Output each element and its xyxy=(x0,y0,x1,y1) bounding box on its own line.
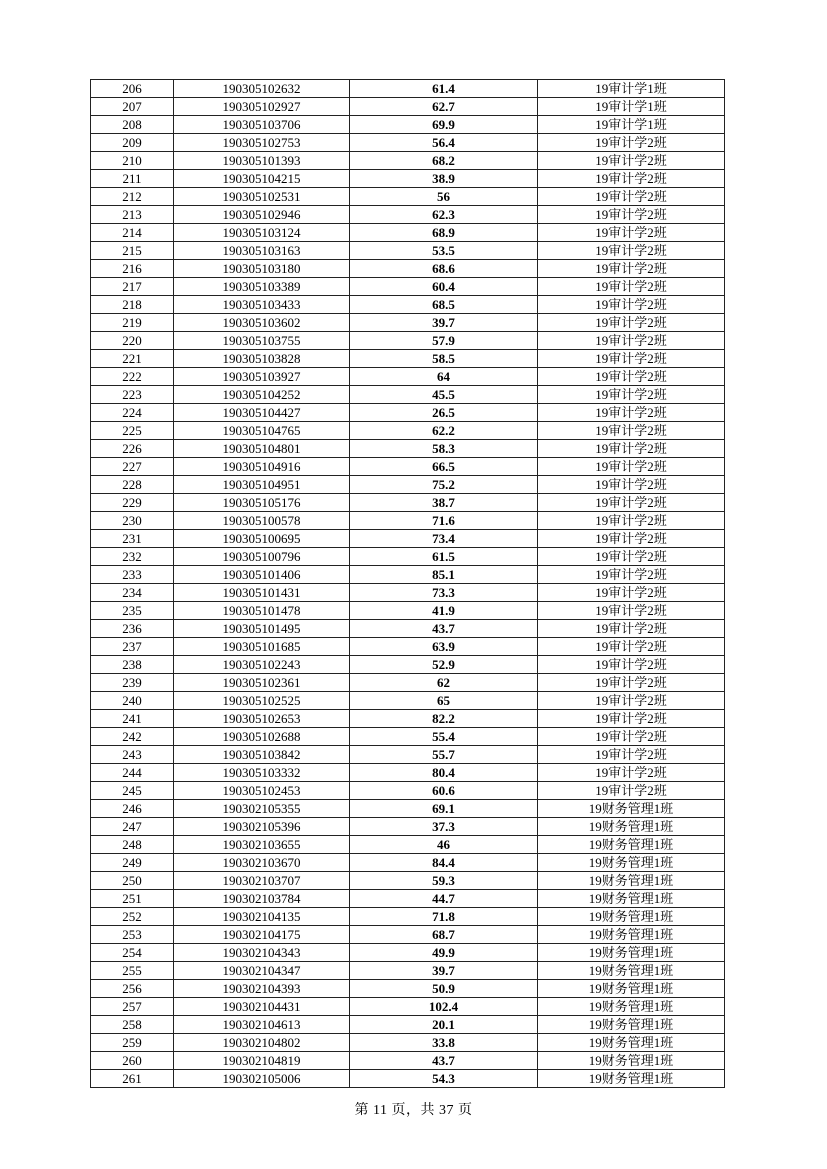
score: 73.3 xyxy=(350,584,538,602)
row-index: 251 xyxy=(91,890,174,908)
row-index: 220 xyxy=(91,332,174,350)
class-name: 19审计学2班 xyxy=(538,404,725,422)
student-id: 190305103755 xyxy=(174,332,350,350)
row-index: 257 xyxy=(91,998,174,1016)
table-row xyxy=(91,80,725,98)
student-id: 190305102531 xyxy=(174,188,350,206)
table-row xyxy=(91,926,725,944)
row-index: 260 xyxy=(91,1052,174,1070)
class-name: 19审计学2班 xyxy=(538,692,725,710)
score: 33.8 xyxy=(350,1034,538,1052)
student-id: 190302104175 xyxy=(174,926,350,944)
score: 46 xyxy=(350,836,538,854)
student-id: 190305102753 xyxy=(174,134,350,152)
class-name: 19财务管理1班 xyxy=(538,836,725,854)
score: 41.9 xyxy=(350,602,538,620)
student-id: 190302104431 xyxy=(174,998,350,1016)
row-index: 237 xyxy=(91,638,174,656)
student-id: 190305104765 xyxy=(174,422,350,440)
score: 60.4 xyxy=(350,278,538,296)
student-id: 190305103180 xyxy=(174,260,350,278)
row-index: 216 xyxy=(91,260,174,278)
table-row xyxy=(91,620,725,638)
student-id: 190305102688 xyxy=(174,728,350,746)
class-name: 19审计学2班 xyxy=(538,386,725,404)
score: 80.4 xyxy=(350,764,538,782)
class-name: 19审计学2班 xyxy=(538,188,725,206)
row-index: 207 xyxy=(91,98,174,116)
row-index: 244 xyxy=(91,764,174,782)
score: 37.3 xyxy=(350,818,538,836)
row-index: 259 xyxy=(91,1034,174,1052)
class-name: 19财务管理1班 xyxy=(538,1052,725,1070)
class-name: 19财务管理1班 xyxy=(538,818,725,836)
table-row xyxy=(91,638,725,656)
score: 68.7 xyxy=(350,926,538,944)
score: 20.1 xyxy=(350,1016,538,1034)
score: 62 xyxy=(350,674,538,692)
student-id: 190305103124 xyxy=(174,224,350,242)
class-name: 19财务管理1班 xyxy=(538,854,725,872)
table-row xyxy=(91,530,725,548)
score: 62.3 xyxy=(350,206,538,224)
table-row xyxy=(91,242,725,260)
student-id: 190305104252 xyxy=(174,386,350,404)
class-name: 19财务管理1班 xyxy=(538,998,725,1016)
score: 49.9 xyxy=(350,944,538,962)
table-row xyxy=(91,674,725,692)
student-id: 190305103842 xyxy=(174,746,350,764)
student-id: 190305102632 xyxy=(174,80,350,98)
class-name: 19审计学2班 xyxy=(538,440,725,458)
student-id: 190305103389 xyxy=(174,278,350,296)
row-index: 236 xyxy=(91,620,174,638)
student-id: 190305105176 xyxy=(174,494,350,512)
table-row xyxy=(91,872,725,890)
score: 64 xyxy=(350,368,538,386)
row-index: 227 xyxy=(91,458,174,476)
class-name: 19审计学2班 xyxy=(538,242,725,260)
row-index: 248 xyxy=(91,836,174,854)
student-id: 190305104801 xyxy=(174,440,350,458)
score: 54.3 xyxy=(350,1070,538,1088)
row-index: 213 xyxy=(91,206,174,224)
score: 39.7 xyxy=(350,314,538,332)
student-id: 190305103433 xyxy=(174,296,350,314)
table-row xyxy=(91,908,725,926)
class-name: 19审计学2班 xyxy=(538,278,725,296)
row-index: 246 xyxy=(91,800,174,818)
row-index: 254 xyxy=(91,944,174,962)
class-name: 19审计学2班 xyxy=(538,350,725,368)
table-row xyxy=(91,710,725,728)
score: 50.9 xyxy=(350,980,538,998)
class-name: 19财务管理1班 xyxy=(538,908,725,926)
score: 69.1 xyxy=(350,800,538,818)
row-index: 212 xyxy=(91,188,174,206)
student-id: 190305103332 xyxy=(174,764,350,782)
student-id: 190302105396 xyxy=(174,818,350,836)
class-name: 19财务管理1班 xyxy=(538,926,725,944)
table-row xyxy=(91,944,725,962)
row-index: 250 xyxy=(91,872,174,890)
class-name: 19审计学2班 xyxy=(538,584,725,602)
student-id: 190305104916 xyxy=(174,458,350,476)
table-row xyxy=(91,800,725,818)
table-row xyxy=(91,782,725,800)
student-id: 190302105006 xyxy=(174,1070,350,1088)
score: 102.4 xyxy=(350,998,538,1016)
class-name: 19审计学2班 xyxy=(538,134,725,152)
table-row xyxy=(91,476,725,494)
row-index: 249 xyxy=(91,854,174,872)
row-index: 226 xyxy=(91,440,174,458)
row-index: 232 xyxy=(91,548,174,566)
row-index: 219 xyxy=(91,314,174,332)
row-index: 240 xyxy=(91,692,174,710)
table-row xyxy=(91,836,725,854)
student-id: 190302103670 xyxy=(174,854,350,872)
row-index: 233 xyxy=(91,566,174,584)
student-id: 190305102525 xyxy=(174,692,350,710)
table-row xyxy=(91,188,725,206)
student-id: 190302104347 xyxy=(174,962,350,980)
table-row xyxy=(91,422,725,440)
student-id: 190305100796 xyxy=(174,548,350,566)
score: 69.9 xyxy=(350,116,538,134)
row-index: 258 xyxy=(91,1016,174,1034)
student-id: 190305101685 xyxy=(174,638,350,656)
student-id: 190302103655 xyxy=(174,836,350,854)
table-row xyxy=(91,494,725,512)
class-name: 19审计学2班 xyxy=(538,602,725,620)
table-row xyxy=(91,134,725,152)
row-index: 255 xyxy=(91,962,174,980)
row-index: 206 xyxy=(91,80,174,98)
table-row xyxy=(91,350,725,368)
table-row xyxy=(91,386,725,404)
class-name: 19审计学2班 xyxy=(538,764,725,782)
row-index: 214 xyxy=(91,224,174,242)
row-index: 235 xyxy=(91,602,174,620)
student-id: 190305102946 xyxy=(174,206,350,224)
class-name: 19审计学2班 xyxy=(538,620,725,638)
row-index: 223 xyxy=(91,386,174,404)
class-name: 19财务管理1班 xyxy=(538,962,725,980)
score: 71.8 xyxy=(350,908,538,926)
class-name: 19审计学2班 xyxy=(538,782,725,800)
student-id: 190302105355 xyxy=(174,800,350,818)
table-row xyxy=(91,1052,725,1070)
table-row xyxy=(91,728,725,746)
row-index: 247 xyxy=(91,818,174,836)
score: 65 xyxy=(350,692,538,710)
table-row xyxy=(91,656,725,674)
student-id: 190305102453 xyxy=(174,782,350,800)
score: 61.5 xyxy=(350,548,538,566)
student-id: 190305101478 xyxy=(174,602,350,620)
score: 82.2 xyxy=(350,710,538,728)
student-id: 190305102361 xyxy=(174,674,350,692)
student-id: 190305101393 xyxy=(174,152,350,170)
row-index: 241 xyxy=(91,710,174,728)
student-id: 190305101431 xyxy=(174,584,350,602)
class-name: 19审计学2班 xyxy=(538,314,725,332)
table-row xyxy=(91,116,725,134)
table-row xyxy=(91,206,725,224)
score: 85.1 xyxy=(350,566,538,584)
table-row xyxy=(91,692,725,710)
score: 75.2 xyxy=(350,476,538,494)
row-index: 221 xyxy=(91,350,174,368)
row-index: 225 xyxy=(91,422,174,440)
class-name: 19审计学2班 xyxy=(538,638,725,656)
table-row xyxy=(91,512,725,530)
score: 68.9 xyxy=(350,224,538,242)
score: 84.4 xyxy=(350,854,538,872)
table-row xyxy=(91,458,725,476)
student-id: 190302104393 xyxy=(174,980,350,998)
row-index: 229 xyxy=(91,494,174,512)
student-id: 190305104951 xyxy=(174,476,350,494)
student-id: 190305103163 xyxy=(174,242,350,260)
table-row xyxy=(91,602,725,620)
score: 68.2 xyxy=(350,152,538,170)
score: 45.5 xyxy=(350,386,538,404)
score: 44.7 xyxy=(350,890,538,908)
class-name: 19审计学2班 xyxy=(538,170,725,188)
row-index: 228 xyxy=(91,476,174,494)
score: 55.7 xyxy=(350,746,538,764)
class-name: 19审计学2班 xyxy=(538,368,725,386)
row-index: 217 xyxy=(91,278,174,296)
student-id: 190305103828 xyxy=(174,350,350,368)
table-row xyxy=(91,980,725,998)
class-name: 19审计学2班 xyxy=(538,224,725,242)
student-id: 190305104215 xyxy=(174,170,350,188)
table-row xyxy=(91,1016,725,1034)
class-name: 19审计学2班 xyxy=(538,458,725,476)
score: 38.7 xyxy=(350,494,538,512)
table-row xyxy=(91,404,725,422)
score: 53.5 xyxy=(350,242,538,260)
table-row xyxy=(91,746,725,764)
score: 55.4 xyxy=(350,728,538,746)
row-index: 252 xyxy=(91,908,174,926)
row-index: 231 xyxy=(91,530,174,548)
table-row xyxy=(91,332,725,350)
class-name: 19审计学2班 xyxy=(538,746,725,764)
student-id: 190305102927 xyxy=(174,98,350,116)
score: 52.9 xyxy=(350,656,538,674)
row-index: 211 xyxy=(91,170,174,188)
row-index: 209 xyxy=(91,134,174,152)
score: 66.5 xyxy=(350,458,538,476)
score: 59.3 xyxy=(350,872,538,890)
score: 68.5 xyxy=(350,296,538,314)
score: 58.3 xyxy=(350,440,538,458)
score: 38.9 xyxy=(350,170,538,188)
table-row xyxy=(91,260,725,278)
student-id: 190305101406 xyxy=(174,566,350,584)
row-index: 253 xyxy=(91,926,174,944)
row-index: 239 xyxy=(91,674,174,692)
table-row xyxy=(91,764,725,782)
row-index: 224 xyxy=(91,404,174,422)
row-index: 256 xyxy=(91,980,174,998)
table-row xyxy=(91,548,725,566)
score: 26.5 xyxy=(350,404,538,422)
class-name: 19审计学2班 xyxy=(538,566,725,584)
class-name: 19财务管理1班 xyxy=(538,980,725,998)
row-index: 218 xyxy=(91,296,174,314)
row-index: 243 xyxy=(91,746,174,764)
class-name: 19审计学2班 xyxy=(538,296,725,314)
table-row xyxy=(91,818,725,836)
score: 60.6 xyxy=(350,782,538,800)
class-name: 19财务管理1班 xyxy=(538,1070,725,1088)
table-row xyxy=(91,224,725,242)
student-id: 190302104135 xyxy=(174,908,350,926)
class-name: 19审计学1班 xyxy=(538,80,725,98)
student-id: 190302103784 xyxy=(174,890,350,908)
class-name: 19审计学2班 xyxy=(538,656,725,674)
student-id: 190302104343 xyxy=(174,944,350,962)
score: 61.4 xyxy=(350,80,538,98)
student-id: 190305102653 xyxy=(174,710,350,728)
page-number: 第 11 页，共 37 页 xyxy=(354,1103,473,1118)
table-row xyxy=(91,278,725,296)
class-name: 19审计学2班 xyxy=(538,530,725,548)
table-row xyxy=(91,890,725,908)
table-row xyxy=(91,1070,725,1088)
score: 62.7 xyxy=(350,98,538,116)
table-row xyxy=(91,962,725,980)
row-index: 238 xyxy=(91,656,174,674)
score: 63.9 xyxy=(350,638,538,656)
class-name: 19审计学2班 xyxy=(538,206,725,224)
score: 56.4 xyxy=(350,134,538,152)
score: 56 xyxy=(350,188,538,206)
score: 73.4 xyxy=(350,530,538,548)
score: 57.9 xyxy=(350,332,538,350)
class-name: 19审计学2班 xyxy=(538,476,725,494)
student-id: 190305103706 xyxy=(174,116,350,134)
row-index: 234 xyxy=(91,584,174,602)
class-name: 19财务管理1班 xyxy=(538,890,725,908)
row-index: 222 xyxy=(91,368,174,386)
class-name: 19财务管理1班 xyxy=(538,944,725,962)
score: 58.5 xyxy=(350,350,538,368)
score: 39.7 xyxy=(350,962,538,980)
table-row xyxy=(91,584,725,602)
student-id: 190305103927 xyxy=(174,368,350,386)
score: 71.6 xyxy=(350,512,538,530)
score: 43.7 xyxy=(350,1052,538,1070)
row-index: 245 xyxy=(91,782,174,800)
table-row xyxy=(91,440,725,458)
class-name: 19审计学2班 xyxy=(538,332,725,350)
table-row xyxy=(91,98,725,116)
class-name: 19审计学1班 xyxy=(538,98,725,116)
class-name: 19审计学2班 xyxy=(538,422,725,440)
student-id: 190302104819 xyxy=(174,1052,350,1070)
student-id: 190302104613 xyxy=(174,1016,350,1034)
row-index: 261 xyxy=(91,1070,174,1088)
class-name: 19审计学2班 xyxy=(538,260,725,278)
row-index: 242 xyxy=(91,728,174,746)
student-id: 190305101495 xyxy=(174,620,350,638)
class-name: 19审计学2班 xyxy=(538,710,725,728)
table-row xyxy=(91,314,725,332)
class-name: 19财务管理1班 xyxy=(538,1016,725,1034)
table-row xyxy=(91,152,725,170)
class-name: 19审计学2班 xyxy=(538,512,725,530)
table-row xyxy=(91,296,725,314)
student-id: 190305102243 xyxy=(174,656,350,674)
class-name: 19审计学2班 xyxy=(538,728,725,746)
class-name: 19财务管理1班 xyxy=(538,1034,725,1052)
row-index: 215 xyxy=(91,242,174,260)
student-id: 190305103602 xyxy=(174,314,350,332)
class-name: 19财务管理1班 xyxy=(538,800,725,818)
row-index: 208 xyxy=(91,116,174,134)
table-row xyxy=(91,1034,725,1052)
score-table xyxy=(90,79,725,1088)
score: 68.6 xyxy=(350,260,538,278)
class-name: 19审计学2班 xyxy=(538,152,725,170)
row-index: 230 xyxy=(91,512,174,530)
table-row xyxy=(91,368,725,386)
student-id: 190305100578 xyxy=(174,512,350,530)
table-row xyxy=(91,998,725,1016)
table-row xyxy=(91,566,725,584)
class-name: 19审计学2班 xyxy=(538,494,725,512)
class-name: 19审计学2班 xyxy=(538,674,725,692)
row-index: 210 xyxy=(91,152,174,170)
table-row xyxy=(91,854,725,872)
student-id: 190302103707 xyxy=(174,872,350,890)
class-name: 19审计学2班 xyxy=(538,548,725,566)
student-id: 190305104427 xyxy=(174,404,350,422)
score: 62.2 xyxy=(350,422,538,440)
student-id: 190302104802 xyxy=(174,1034,350,1052)
class-name: 19财务管理1班 xyxy=(538,872,725,890)
table-row xyxy=(91,170,725,188)
score: 43.7 xyxy=(350,620,538,638)
class-name: 19审计学1班 xyxy=(538,116,725,134)
student-id: 190305100695 xyxy=(174,530,350,548)
